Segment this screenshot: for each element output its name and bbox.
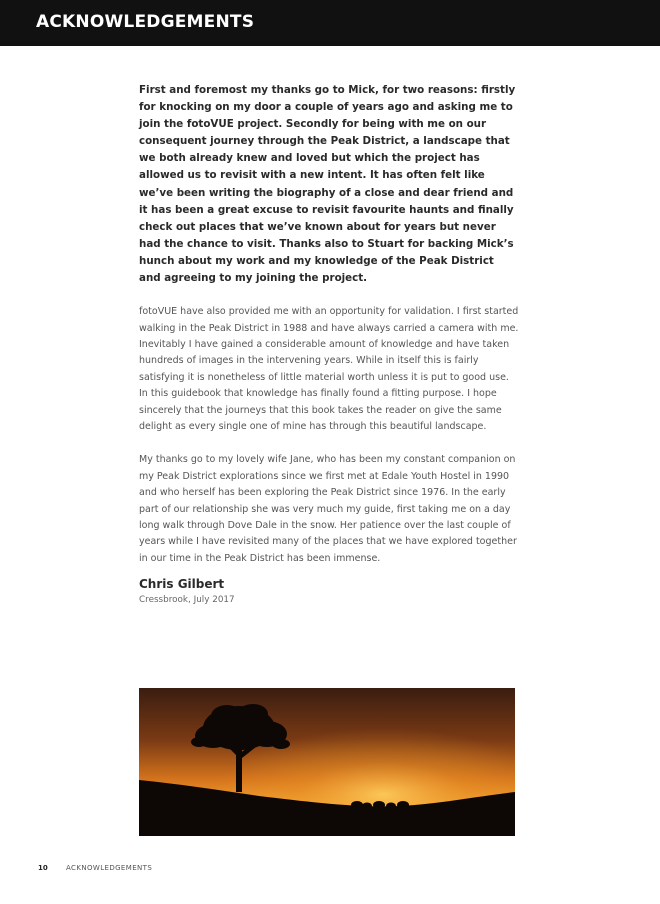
footer-section-label: ACKNOWLEDGEMENTS <box>65 864 153 872</box>
sunset-tree-photo <box>139 688 515 836</box>
page-title: ACKNOWLEDGEMENTS <box>36 12 255 32</box>
page-number: 10 <box>38 864 48 872</box>
page-footer <box>38 864 152 872</box>
acknowledgements-body <box>139 82 519 605</box>
author-name: Chris Gilbert <box>139 577 225 592</box>
intro-paragraph: First and foremost my thanks go to Mick, for two reasons: firstly for knocking on my door a couple of years ago and asking me to join the fotoVUE project. Secondly for being with me on our consequent journey through the Peak District, a landscape that we both already knew and loved but which the project has allowed us to revisit with a new intent. It has often felt like we’ve been writing the biography of a close and dear friend and it has been a great excuse to revisit favourite haunts and finally check out places that we’ve known about for years but never had the chance to visit. Thanks also to Stuart for backing Mick’s hunch about my work and my knowledge of the Peak District and agreeing to my joining the project. <box>139 84 516 285</box>
paragraph-2: fotoVUE have also provided me with an opportunity for validation. I first started walking in the Peak District in 1988 and have always carried a camera with me. Inevitably I have gained a considerable amount of knowledge and have taken hundreds of images in the intervening years. While in itself this is fairly satisfying it is nonetheless of little material worth unless it is put to good use. In this guidebook that knowledge has finally found a fitting purpose. I hope sincerely that the journeys that this book takes the reader on give the same delight as every single one of mine has through this beautiful landscape. <box>139 306 519 432</box>
header-bar <box>0 0 660 46</box>
distant-trees <box>351 801 409 810</box>
author-place-date: Cressbrook, July 2017 <box>139 595 235 606</box>
paragraph-3: My thanks go to my lovely wife Jane, who has been my constant companion on my Peak District explorations since we first met at Edale Youth Hostel in 1990 and who herself has been exploring the Peak District since 1976. In the early part of our relationship she was very much my guide, first taking me on a day long walk through Dove Dale in the snow. Her patience over the last couple of years while I have revisited many of the places that we have explored together in our time in the Peak District has been immense. <box>139 454 517 564</box>
